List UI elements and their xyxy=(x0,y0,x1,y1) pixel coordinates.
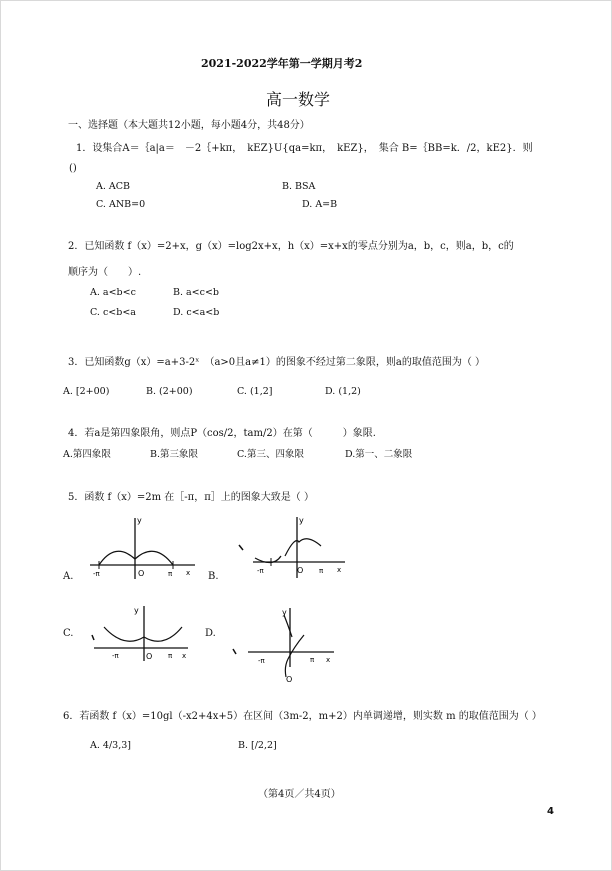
q1-option-d: D. A=B xyxy=(302,199,338,210)
graph-c-origin: O xyxy=(146,652,153,661)
graph-c-x-label: x xyxy=(182,652,187,660)
q2-stem-line2: 顺序为（ ）. xyxy=(68,267,142,278)
graph-d-x-label: x xyxy=(326,656,331,664)
section-heading: 一、选择题（本大题共12小题，每小题4分，共48分） xyxy=(68,120,310,131)
q3-option-a: A. [2+00) xyxy=(63,386,110,397)
graph-b-pi: π xyxy=(319,567,324,575)
q1-stem-line1: 1．设集合A＝｛a|a＝ －2｛+kπ， kEZ}U{qa=kπ， kEZ}， 集合 B=｛BB=k．/2，kE2}．则 xyxy=(76,143,533,154)
q6-option-b: B. [/2,2] xyxy=(238,740,277,751)
q5-label-a: A. xyxy=(63,571,74,582)
q4-option-c: C.第三、四象限 xyxy=(237,449,304,460)
q4-option-b: B.第三象限 xyxy=(150,449,199,460)
exam-title: 2021-2022学年第一学期月考2 xyxy=(201,57,363,70)
q1-option-c: C. ANB=0 xyxy=(96,199,146,210)
graph-a-neg-pi: -π xyxy=(93,570,100,578)
q2-stem-line1: 2．已知函数 f（x）=2+x，g（x）=log2x+x，h（x）=x+x的零点分别为a，b，c，则a，b，c的 xyxy=(68,241,514,252)
graph-c-neg-pi: -π xyxy=(112,652,119,660)
graph-d-origin: O xyxy=(286,675,293,684)
graph-c xyxy=(88,603,193,665)
q4-option-a: A.第四象限 xyxy=(63,449,111,460)
graph-a xyxy=(85,513,200,583)
q3-stem: 3．已知函数g（x）=a+3-2ˣ （a>0且a≠1）的图象不经过第二象限，则a的取值范围为（ ） xyxy=(68,357,486,368)
graph-c-y-label: y xyxy=(134,606,139,615)
q1-option-b: B. BSA xyxy=(282,181,316,192)
q2-option-a: A. a<b<c xyxy=(90,287,136,298)
q5-label-d: D. xyxy=(205,628,216,639)
q3-option-b: B. (2+00) xyxy=(146,386,193,397)
q6-option-a: A. 4/3,3] xyxy=(90,740,131,751)
q4-stem: 4．若a是第四象限角，则点P（cos/2，tam/2）在第（ ）象限. xyxy=(68,428,376,439)
page-footer: （第4页／共4页） xyxy=(258,789,341,800)
q3-option-d: D. (1,2) xyxy=(325,386,361,397)
graph-c-pi: π xyxy=(168,652,173,660)
graph-b-x-label: x xyxy=(337,566,342,574)
graph-d-pi: π xyxy=(310,656,315,664)
graph-a-x-label: x xyxy=(186,569,191,577)
q1-option-a: A. ACB xyxy=(96,181,131,192)
q1-stem-line2: () xyxy=(69,163,77,174)
graph-b-neg-pi: -π xyxy=(257,567,264,575)
graph-d-neg-pi: -π xyxy=(258,657,265,665)
graph-d-y-label: y xyxy=(282,608,287,617)
q2-option-b: B. a<c<b xyxy=(173,287,220,298)
graph-d xyxy=(230,605,340,685)
q2-option-c: C. c<b<a xyxy=(90,307,136,318)
graph-b-y-label: y xyxy=(299,516,304,525)
subject-title: 高一数学 xyxy=(266,90,331,109)
q6-stem: 6．若函数 f（x）=10gl（-x2+4x+5）在区间（3m-2，m+2）内单调递增，则实数 m 的取值范围为（ ） xyxy=(63,711,542,722)
q5-label-b: B. xyxy=(208,571,219,582)
q5-stem: 5．函数 f（x）=2m 在［-π，π］上的图象大致是（ ） xyxy=(68,492,314,503)
graph-a-y-label: y xyxy=(137,516,142,525)
graph-b-origin: O xyxy=(297,566,304,575)
q2-option-d: D. c<a<b xyxy=(173,307,220,318)
graph-b xyxy=(233,512,353,582)
graph-a-origin: O xyxy=(138,569,145,578)
q3-option-c: C. (1,2] xyxy=(237,386,273,397)
q4-option-d: D.第一、二象限 xyxy=(345,449,413,460)
page-number: 4 xyxy=(547,806,554,817)
q5-label-c: C. xyxy=(63,628,74,639)
graph-a-pi: π xyxy=(168,570,173,578)
